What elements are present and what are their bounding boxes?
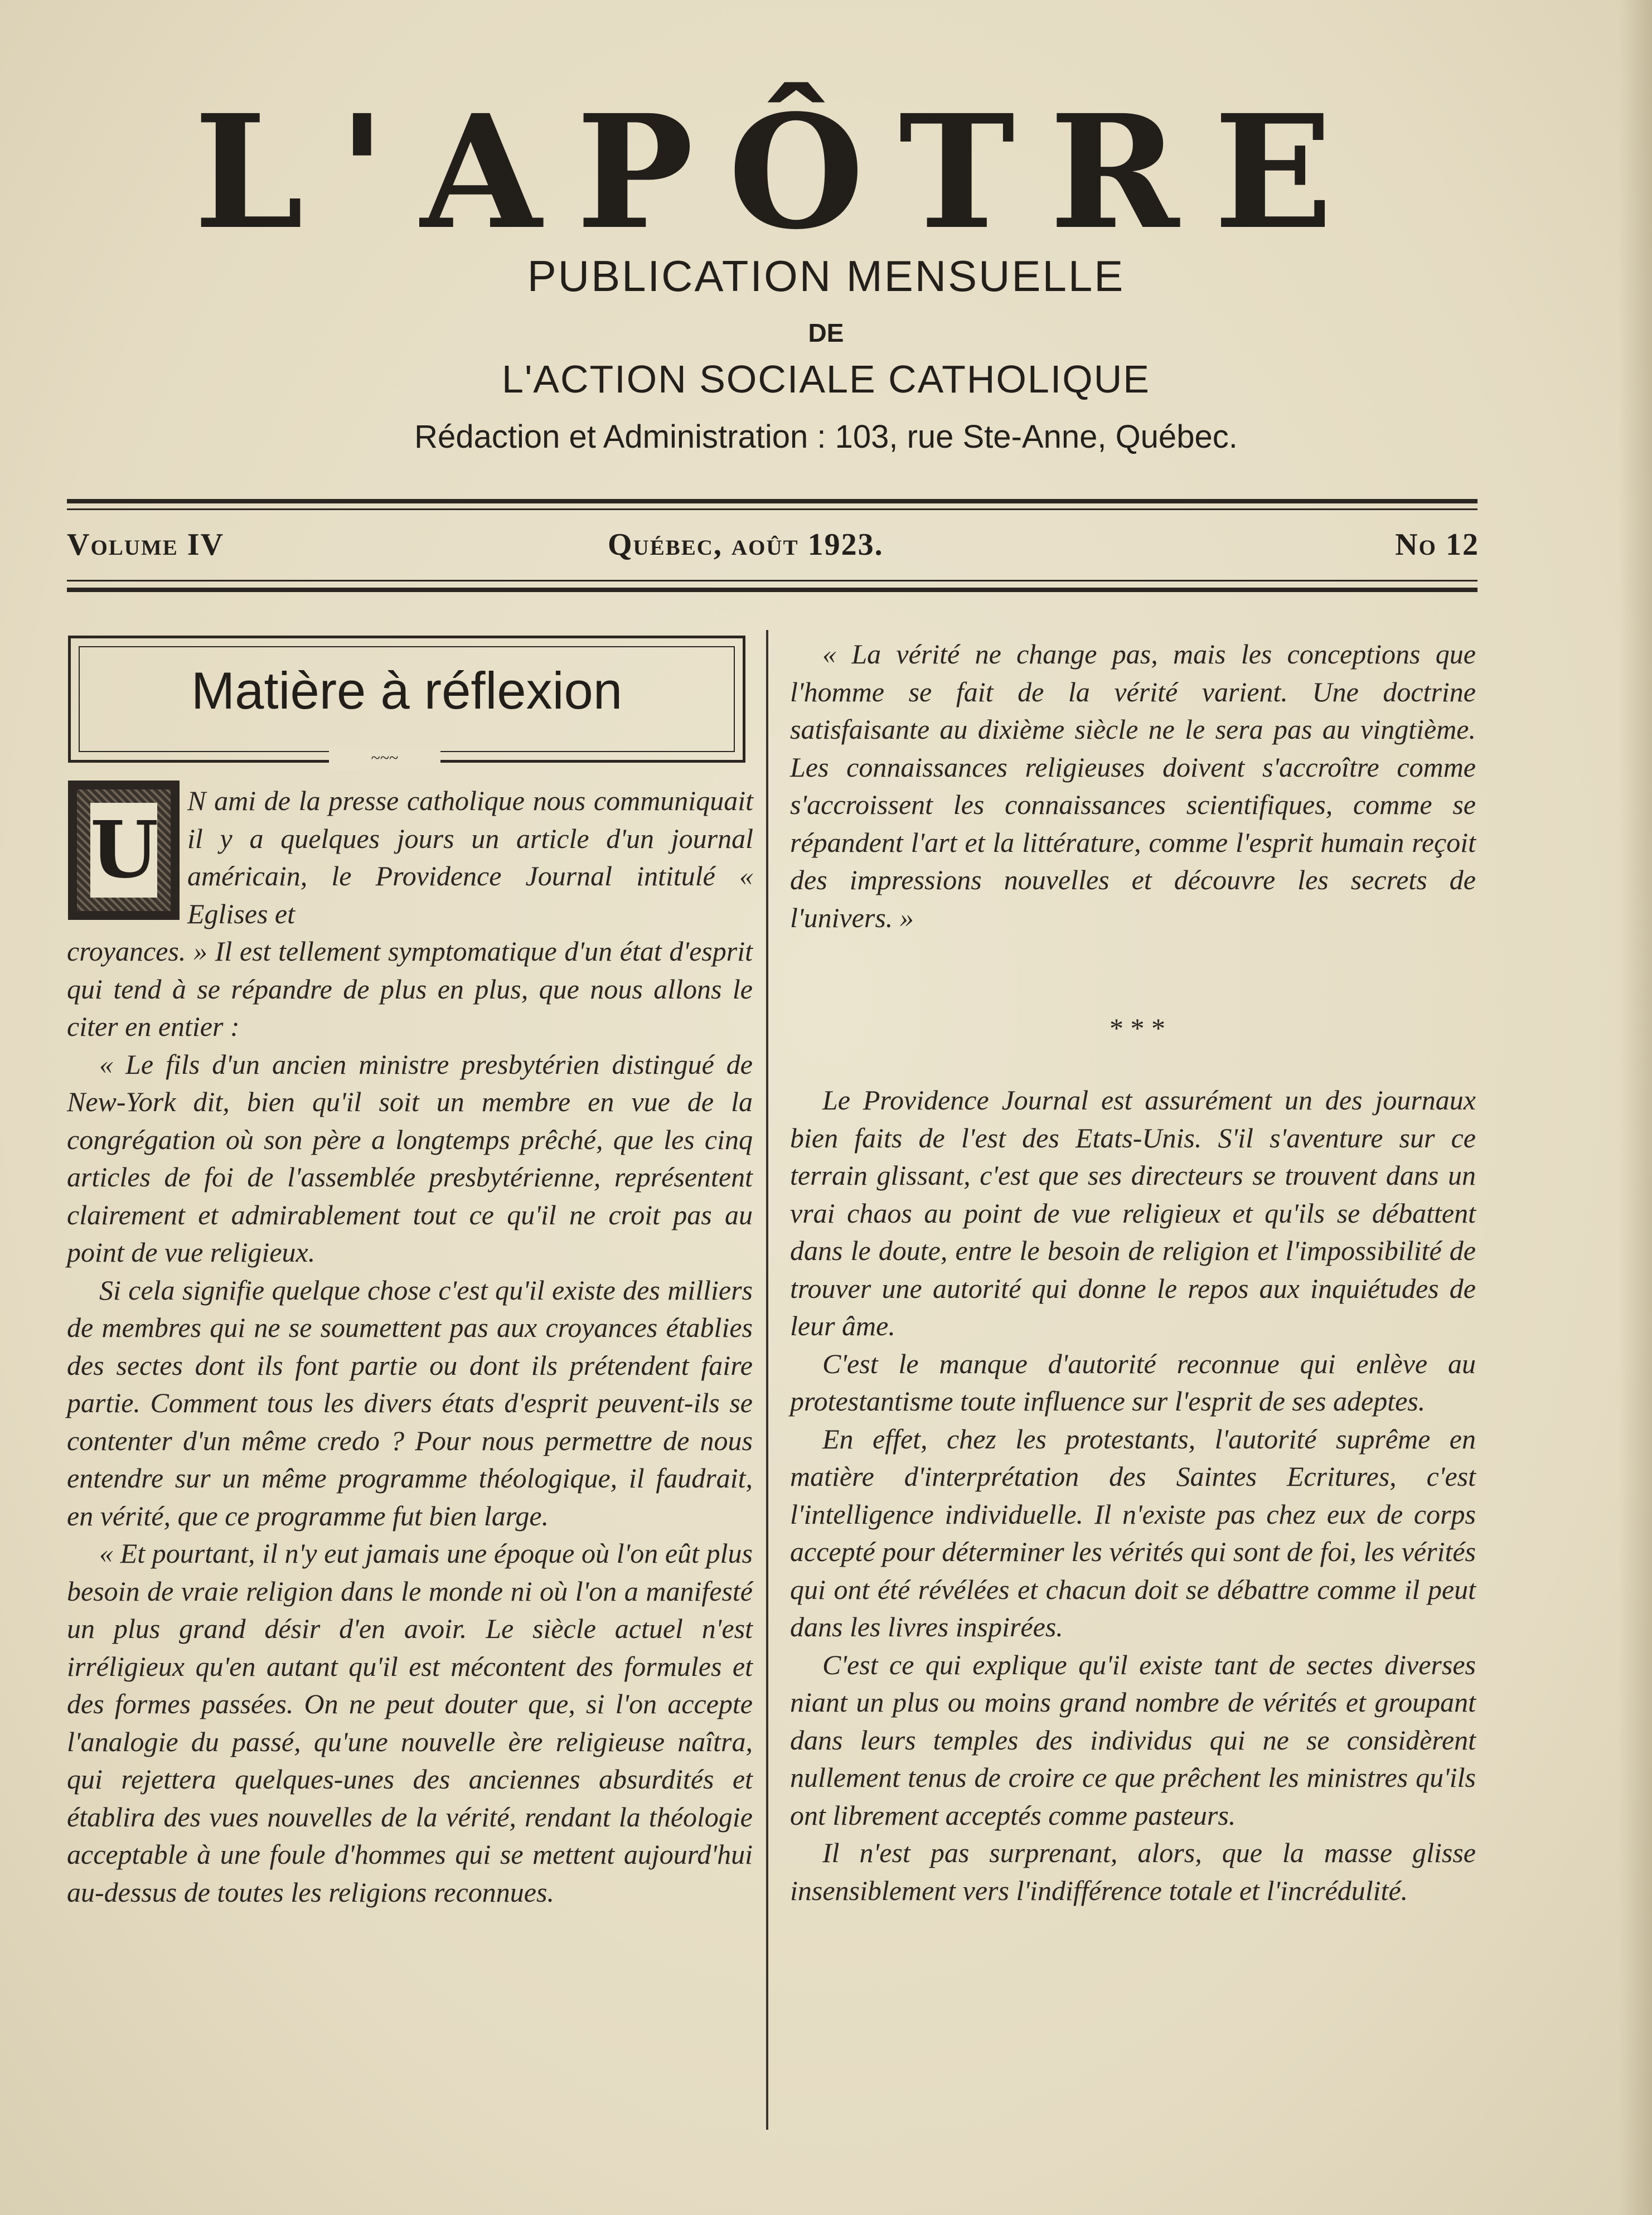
left-column-text: [67, 933, 753, 1911]
masthead-organization: L'ACTION SOCIALE CATHOLIQUE: [502, 357, 1150, 401]
header-rule-bottom-thin: [67, 580, 1477, 581]
paragraph-7: C'est le manque d'autorité reconnue qui enlève au protestantisme toute influence sur l'esprit de ses adeptes.: [790, 1348, 1476, 1417]
section-separator: * * *: [1110, 1012, 1165, 1044]
paragraph-1-continued: croyances. » Il est tellement symptomatique d'un état d'esprit qui tend à se répandre de plus en plus, que nous allons le citer en entier :: [67, 936, 753, 1042]
paragraph-6: Le Providence Journal est assurément un des journaux bien faits de l'est des Etats-Unis. S'il s'aventure sur ce terrain glissant, c'est que ses directeurs se trouvent dans un vrai chaos au point de vue religieux et qu'ils se débattent dans le doute, entre le besoin de religion et l'impossibilité de trouver une autorité qui donne le repos aux inquiétudes de leur âme.: [790, 1084, 1476, 1341]
paragraph-9: C'est ce qui explique qu'il existe tant de sectes diverses niant un plus ou moins grand nombre de vérités et groupant dans leurs temples des individus qui ne se considèrent nullement tenus de croire ce que prêchent les ministres qu'ils ont librement acceptés comme pasteurs.: [790, 1649, 1476, 1831]
article-title: Matière à réflexion: [191, 661, 623, 720]
masthead-subtitle: PUBLICATION MENSUELLE: [527, 251, 1125, 300]
dropcap-frame: [68, 781, 180, 920]
paragraph-4: « Et pourtant, il n'y eut jamais une époque où l'on eût plus besoin de vraie religion dans le monde ni où l'on a manifesté un plus grand désir d'en avoir. Le siècle actuel n'est irréligieux qu'en autant qu'il est mécontent des formules et des formes passées. On ne peut douter que, si l'on accepte l'analogie du passé, qu'une nouvelle ère religieuse naîtra, qui rejettera quelques-unes des anciennes absurdités et établira des vues nouvelles de la vérité, rendant la théologie acceptable à une foule d'hommes qui se mettent aujourd'hui au-dessus de toutes les religions reconnues.: [67, 1538, 753, 1908]
right-column-quote: [790, 636, 1476, 937]
paragraph-8: En effet, chez les protestants, l'autorité suprême en matière d'interprétation des Saintes Ecritures, c'est l'intelligence individuelle. Il n'existe pas chez eux de corps accepté pour déterminer les vérités qui sont de foi, les vérités qui ont été révélées et chacun doit se débattre comme il peut dans les livres inspirées.: [790, 1423, 1476, 1642]
paragraph-2: « Le fils d'un ancien ministre presbytérien distingué de New-York dit, bien qu'il soit un membre en vue de la congrégation où son père a longtemps prêché, que les cinq articles de foi de l'assemblée presbytérienne, représentent clairement et admirablement tout ce qu'il ne croit pas au point de vue religieux.: [67, 1048, 753, 1268]
issue-place-date: Québec, août 1923.: [608, 527, 884, 562]
issue-volume: Volume IV: [67, 527, 225, 562]
right-column-text: [790, 1082, 1476, 1909]
header-rule-top-thin: [67, 508, 1477, 510]
column-divider: [766, 630, 768, 2130]
title-ornament: ~~~: [329, 747, 440, 769]
paragraph-5: « La vérité ne change pas, mais les conceptions que l'homme se fait de la vérité varient. Une doctrine satisfaisante au dixième siècle ne le sera pas au vingtième. Les connaissances religieuses doivent s'accroître comme s'accroissent les connaissances scientifiques, comme se répandent l'art et la littérature, comme l'esprit humain reçoit des impressions nouvelles et découvre les secrets de l'univers. »: [790, 638, 1476, 933]
paragraph-3: Si cela signifie quelque chose c'est qu'il existe des milliers de membres qui ne se soumettent pas aux croyances établies des sectes dont ils font partie ou dont ils prétendent faire partie. Comment tous les divers états d'esprit peuvent-ils se contenter d'un même credo ? Pour nous permettre de nous entendre sur un même programme théologique, il faudrait, en vérité, que ce programme fut bien large.: [67, 1274, 753, 1531]
lead-paragraph: N ami de la presse catholique nous communiquait il y a quelques jours un article d'un journal américain, le Providence Journal intitulé « Eglises et: [187, 785, 753, 929]
article-title-box: [68, 636, 745, 763]
issue-number: No 12: [1395, 527, 1479, 562]
masthead-title: L'APÔTRE: [193, 81, 1368, 264]
header-rule-bottom-thick: [67, 588, 1477, 592]
masthead-address: Rédaction et Administration : 103, rue Ste-Anne, Québec.: [414, 419, 1238, 455]
paragraph-10: Il n'est pas surprenant, alors, que la masse glisse insensiblement vers l'indifférence totale et l'incrédulité.: [790, 1837, 1476, 1906]
masthead-de: DE: [808, 318, 844, 347]
header-rule-top-thick: [67, 499, 1477, 503]
dropcap-letter: U: [90, 803, 157, 898]
